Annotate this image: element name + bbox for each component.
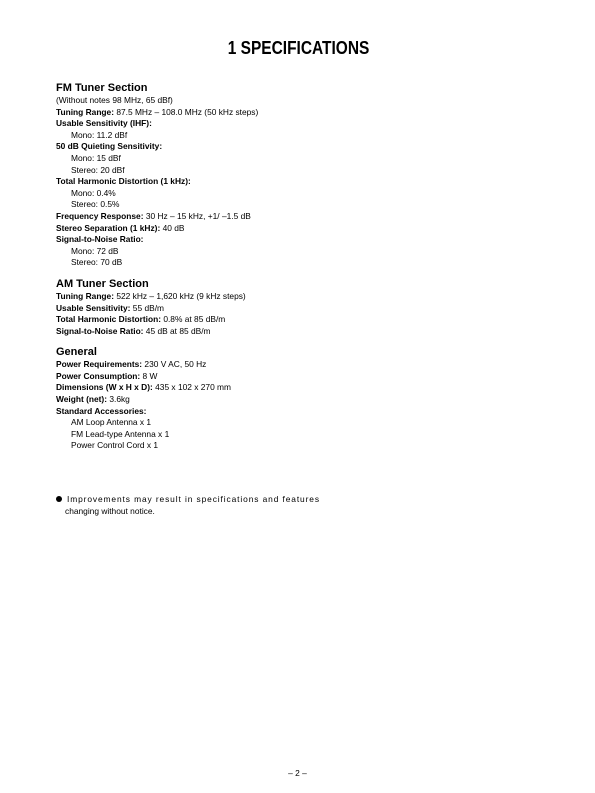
fm-tuning-range (56, 107, 526, 119)
weight-value: 3.6kg (107, 394, 130, 405)
power-consumption-label: Power Consumption: (56, 370, 141, 381)
dimensions-value: 435 x 102 x 270 mm (152, 382, 232, 393)
fm-quieting-mono: Mono: 15 dBf (71, 152, 121, 163)
footnote-line-1 (56, 493, 320, 505)
weight-label: Weight (net): (56, 394, 108, 405)
accessory-am-loop-antenna: AM Loop Antenna x 1 (71, 417, 152, 428)
am-usable-sensitivity (56, 303, 526, 315)
fm-snr-label: Signal-to-Noise Ratio: (56, 234, 144, 245)
fm-tuning-range-label: Tuning Range: (56, 106, 114, 117)
fm-quieting-stereo: Stereo: 20 dBf (71, 164, 125, 175)
fm-tuning-range-value: 87.5 MHz – 108.0 MHz (50 kHz steps) (114, 106, 259, 117)
fm-stereo-separation (56, 223, 526, 235)
dimensions (56, 382, 526, 394)
am-tuner-section (56, 278, 526, 337)
am-tuning-range-label: Tuning Range: (56, 290, 114, 301)
fm-thd-label: Total Harmonic Distortion (1 kHz): (56, 176, 191, 187)
page-title: 1 SPECIFICATIONS (227, 38, 370, 58)
fm-thd-mono: Mono: 0.4% (71, 187, 116, 198)
fm-note: (Without notes 98 MHz, 65 dBf) (56, 95, 173, 105)
am-section-heading: AM Tuner Section (56, 277, 149, 290)
fm-quieting-label: 50 dB Quieting Sensitivity: (56, 141, 163, 152)
am-tuning-range (56, 291, 526, 303)
footnote-text-1: Improvements may result in specifications and features (67, 494, 320, 504)
fm-frequency-response-label: Frequency Response: (56, 210, 144, 221)
fm-stereo-separation-label: Stereo Separation (1 kHz): (56, 222, 161, 233)
am-tuning-range-value: 522 kHz – 1,620 kHz (9 kHz steps) (114, 290, 246, 301)
am-usable-sensitivity-label: Usable Sensitivity: (56, 302, 131, 313)
fm-frequency-response-value: 30 Hz – 15 kHz, +1/ –1.5 dB (143, 210, 251, 221)
standard-accessories-label: Standard Accessories: (56, 405, 147, 416)
general-section (56, 346, 526, 452)
power-requirements (56, 359, 526, 371)
weight (56, 394, 526, 406)
fm-tuner-section (56, 82, 526, 269)
am-snr-label: Signal-to-Noise Ratio: (56, 325, 144, 336)
dimensions-label: Dimensions (W x H x D): (56, 382, 153, 393)
power-consumption-value: 8 W (140, 370, 158, 381)
am-thd (56, 314, 526, 326)
page-number: – 2 – (288, 768, 307, 778)
am-usable-sensitivity-value: 55 dB/m (130, 302, 165, 313)
fm-frequency-response (56, 211, 526, 223)
accessory-power-control-cord: Power Control Cord x 1 (71, 440, 159, 451)
power-requirements-label: Power Requirements: (56, 359, 143, 370)
fm-section-heading: FM Tuner Section (56, 82, 148, 94)
am-snr-value: 45 dB at 85 dB/m (143, 325, 211, 336)
power-consumption (56, 371, 526, 383)
footnote-text-2: changing without notice. (65, 506, 155, 516)
am-thd-label: Total Harmonic Distortion: (56, 314, 161, 325)
fm-snr-mono: Mono: 72 dB (71, 245, 119, 256)
general-section-heading: General (56, 346, 97, 359)
footnote (56, 493, 320, 517)
fm-usable-sensitivity-mono: Mono: 11.2 dBf (71, 129, 128, 140)
am-thd-value: 0.8% at 85 dB/m (161, 314, 226, 325)
bullet-icon (56, 496, 62, 502)
am-snr (56, 326, 526, 338)
fm-stereo-separation-value: 40 dB (160, 222, 185, 233)
power-requirements-value: 230 V AC, 50 Hz (142, 359, 207, 370)
fm-usable-sensitivity-label: Usable Sensitivity (IHF): (56, 118, 152, 129)
fm-snr-stereo: Stereo: 70 dB (71, 257, 123, 268)
specifications-body (56, 82, 526, 461)
accessory-fm-antenna: FM Lead-type Antenna x 1 (71, 428, 170, 439)
fm-thd-stereo: Stereo: 0.5% (71, 199, 120, 210)
